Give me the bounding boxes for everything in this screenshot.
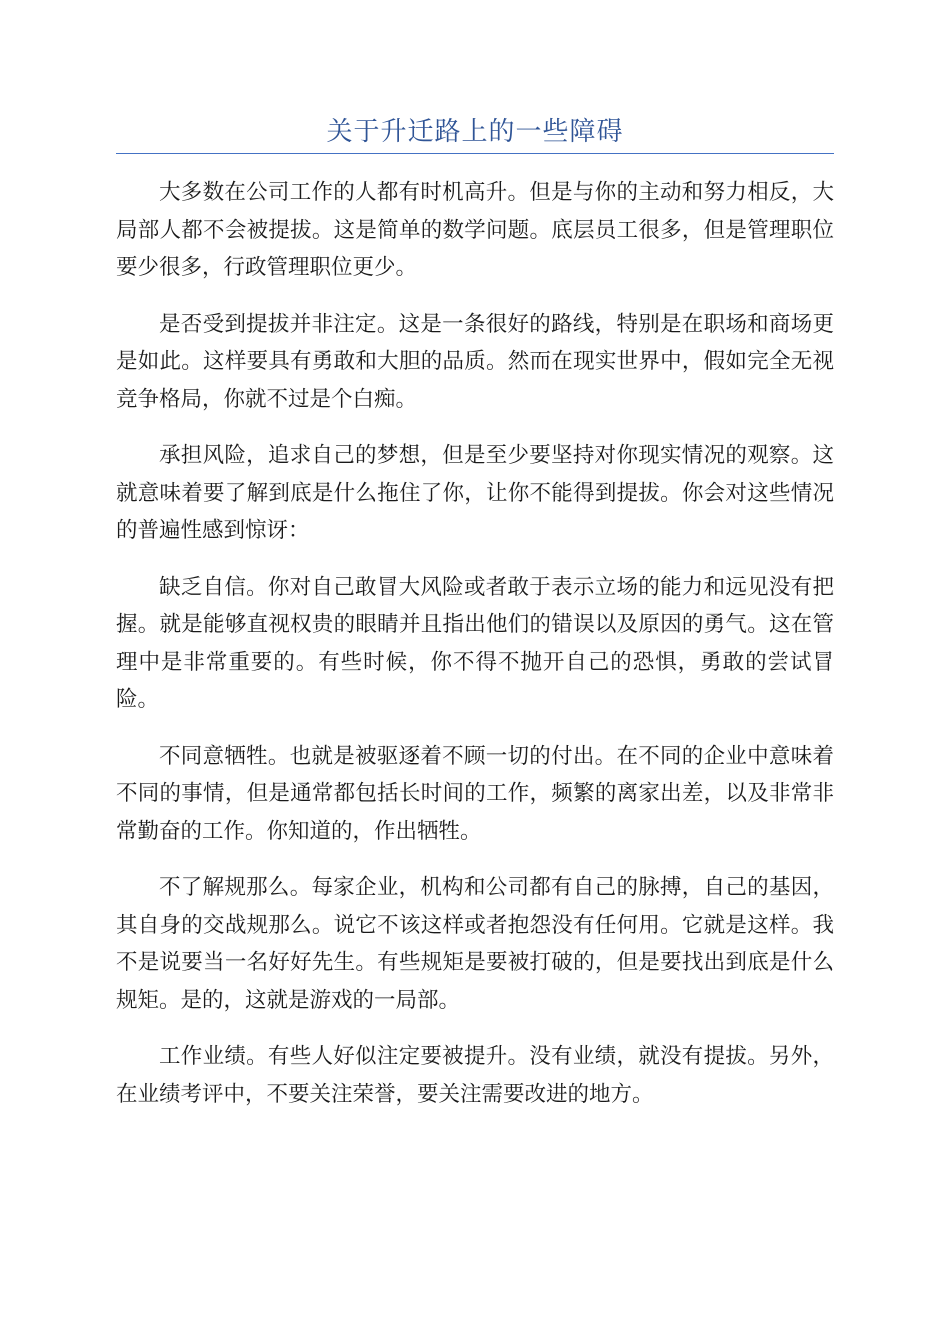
document-title: 关于升迁路上的一些障碍 [326, 117, 624, 147]
paragraph-1: 大多数在公司工作的人都有时机高升。但是与你的主动和努力相反，大局部人都不会被提拔。这是简单的数学问题。底层员工很多，但是管理职位要少很多，行政管理职位更少。 [116, 180, 834, 280]
paragraph-6: 不了解规那么。每家企业，机构和公司都有自己的脉搏，自己的基因，其自身的交战规那么。说它不该这样或者抱怨没有任何用。它就是这样。我不是说要当一名好好先生。有些规矩是要被打破的，但是要找出到底是什么规矩。是的，这就是游戏的一局部。 [116, 875, 834, 1013]
document-body [116, 174, 834, 1132]
title-underline [116, 153, 834, 154]
paragraph-7: 工作业绩。有些人好似注定要被提升。没有业绩，就没有提拔。另外，在业绩考评中，不要关注荣誉，要关注需要改进的地方。 [116, 1044, 834, 1107]
paragraph-4: 缺乏自信。你对自己敢冒大风险或者敢于表示立场的能力和远见没有把握。就是能够直视权贵的眼睛并且指出他们的错误以及原因的勇气。这在管理中是非常重要的。有些时候，你不得不抛开自己的恐惧，勇敢的尝试冒险。 [116, 574, 834, 712]
paragraph-3: 承担风险，追求自己的梦想，但是至少要坚持对你现实情况的观察。这就意味着要了解到底是什么拖住了你，让你不能得到提拔。你会对这些情况的普遍性感到惊讶： [116, 443, 834, 543]
paragraph-2: 是否受到提拔并非注定。这是一条很好的路线，特别是在职场和商场更是如此。这样要具有勇敢和大胆的品质。然而在现实世界中，假如完全无视竞争格局，你就不过是个白痴。 [116, 311, 834, 412]
paragraph-5: 不同意牺牲。也就是被驱逐着不顾一切的付出。在不同的企业中意味着不同的事情，但是通常都包括长时间的工作，频繁的离家出差，以及非常非常勤奋的工作。你知道的，作出牺牲。 [116, 743, 834, 844]
